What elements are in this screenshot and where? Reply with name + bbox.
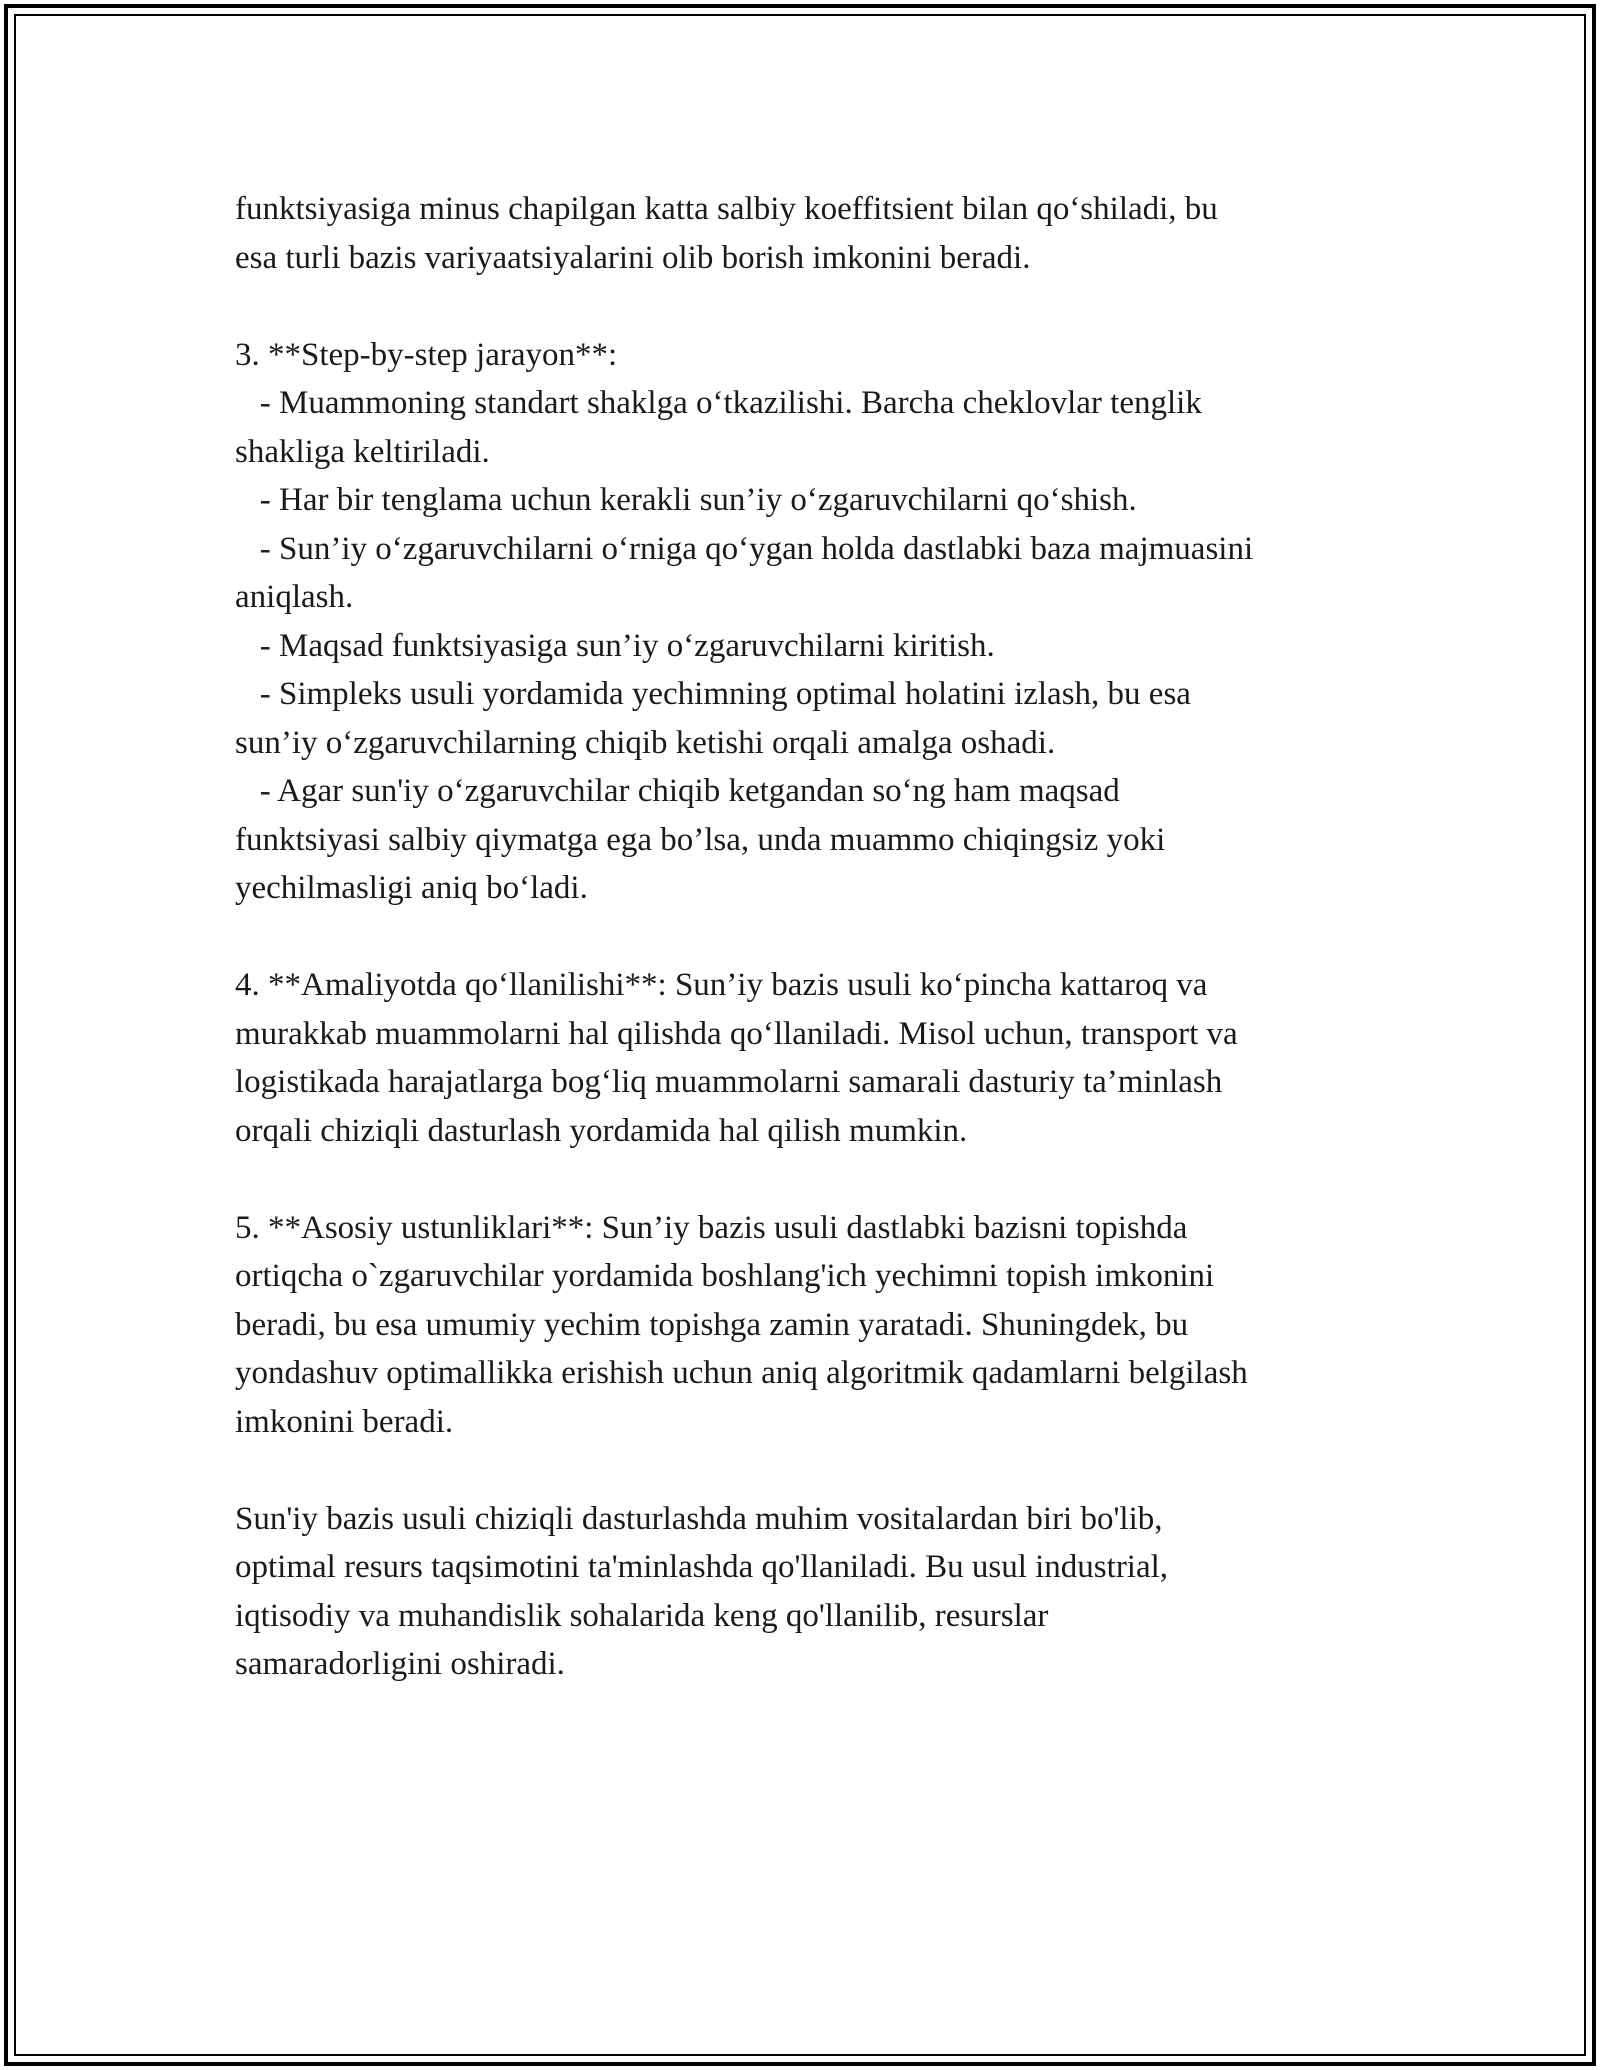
list-item-line: sun’iy o‘zgaruvchilarning chiqib ketishi orqali amalga oshadi.	[235, 724, 1056, 761]
blank-line	[235, 1446, 1395, 1495]
document-body	[235, 185, 1395, 1689]
list-item-line: - Muammoning standart shaklga o‘tkazilishi. Barcha cheklovlar tenglik	[235, 385, 1202, 421]
text-line: funktsiyasiga minus chapilgan katta salbiy koeffitsient bilan qo‘shiladi, bu	[235, 191, 1218, 227]
text-line: iqtisodiy va muhandislik sohalarida keng qo'llanilib, resurslar	[235, 1597, 1049, 1634]
list-item-line: aniqlash.	[235, 579, 354, 615]
section-heading: 5. **Asosiy ustunliklari**: Sun’iy bazis usuli dastlabki bazisni topishda	[235, 1209, 1188, 1246]
list-item-line: - Sun’iy o‘zgaruvchilarni o‘rniga qo‘ygan holda dastlabki baza majmuasini	[235, 530, 1254, 567]
paragraph-conclusion	[235, 1495, 1395, 1689]
text-line: yondashuv optimallikka erishish uchun aniq algoritmik qadamlarni belgilash	[235, 1355, 1248, 1391]
list-item-line: - Har bir tenglama uchun kerakli sun’iy o‘zgaruvchilarni qo‘shish.	[235, 482, 1137, 518]
list-item-line: - Maqsad funktsiyasiga sun’iy o‘zgaruvchilarni kiritish.	[235, 627, 995, 664]
section-step-by-step	[235, 331, 1395, 913]
text-line: optimal resurs taqsimotini ta'minlashda qo'llaniladi. Bu usul industrial,	[235, 1549, 1169, 1585]
text-line: samaradorligini oshiradi.	[235, 1646, 565, 1682]
text-line: beradi, bu esa umumiy yechim topishga zamin yaratadi. Shuningdek, bu	[235, 1306, 1189, 1343]
blank-line	[235, 913, 1395, 962]
text-line: Sun'iy bazis usuli chiziqli dasturlashda muhim vositalardan biri bo'lib,	[235, 1500, 1163, 1537]
blank-line	[235, 1155, 1395, 1204]
list-item-line: yechilmasligi aniq bo‘ladi.	[235, 870, 588, 906]
text-line: ortiqcha o`zgaruvchilar yordamida boshlang'ich yechimni topish imkonini	[235, 1258, 1215, 1294]
text-line: logistikada harajatlarga bog‘liq muammolarni samarali dasturiy ta’minlash	[235, 1064, 1223, 1100]
section-practical-application	[235, 961, 1395, 1155]
text-line: murakkab muammolarni hal qilishda qo‘llaniladi. Misol uchun, transport va	[235, 1015, 1238, 1052]
text-line: imkonini beradi.	[235, 1403, 454, 1440]
section-main-advantages	[235, 1204, 1395, 1447]
text-line: esa turli bazis variyaatsiyalarini olib borish imkonini beradi.	[235, 239, 1031, 276]
list-item-line: shakliga keltiriladi.	[235, 433, 490, 470]
paragraph-continuation	[235, 185, 1395, 282]
blank-line	[235, 282, 1395, 331]
section-heading: 3. **Step-by-step jarayon**:	[235, 336, 618, 373]
list-item-line: - Agar sun'iy o‘zgaruvchilar chiqib ketgandan so‘ng ham maqsad	[235, 773, 1120, 809]
text-line: orqali chiziqli dasturlash yordamida hal qilish mumkin.	[235, 1112, 968, 1149]
list-item-line: - Simpleks usuli yordamida yechimning optimal holatini izlash, bu esa	[235, 676, 1191, 712]
section-heading: 4. **Amaliyotda qo‘llanilishi**: Sun’iy bazis usuli ko‘pincha kattaroq va	[235, 967, 1208, 1003]
list-item-line: funktsiyasi salbiy qiymatga ega bo’lsa, unda muammo chiqingsiz yoki	[235, 821, 1166, 858]
